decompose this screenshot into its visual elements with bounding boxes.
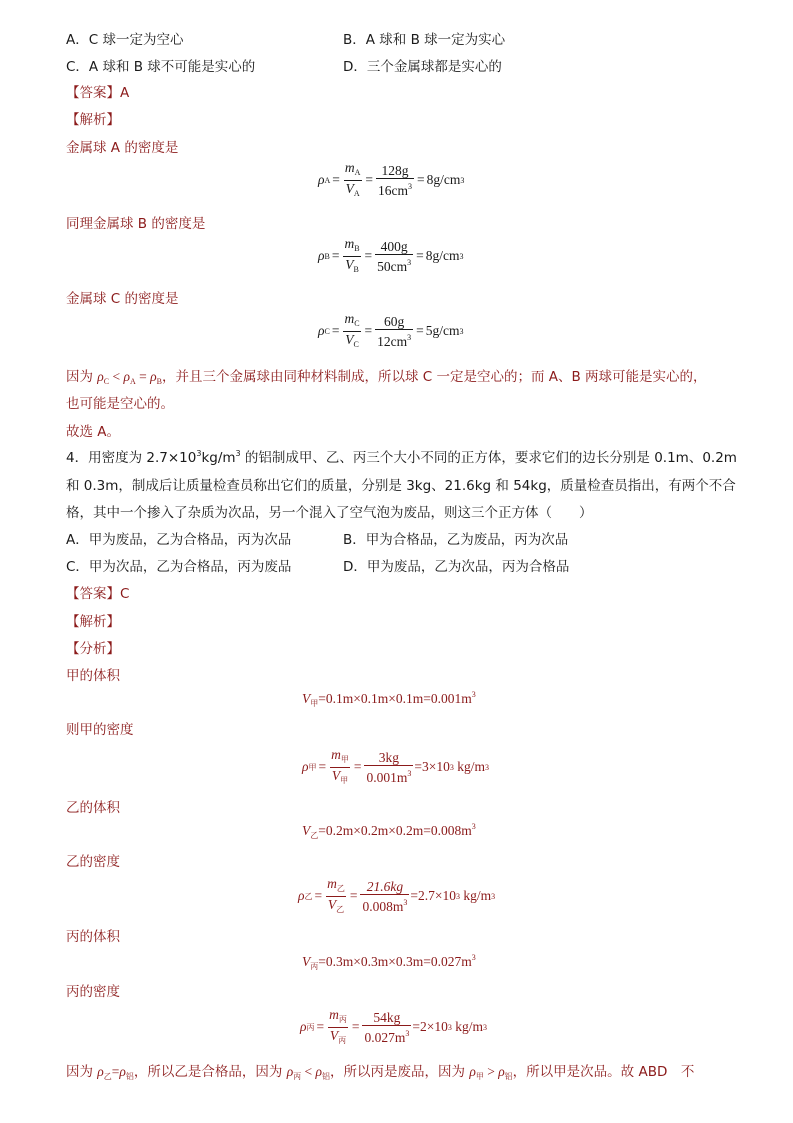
denominator: 16cm xyxy=(378,182,409,198)
subscript: 乙 xyxy=(336,904,345,914)
jia-volume-label: 甲的体积 xyxy=(66,668,120,684)
rho-symbol: ρ xyxy=(318,323,325,338)
mass-symbol: m xyxy=(344,235,355,251)
subscript: 乙 xyxy=(304,891,313,901)
subscript: C xyxy=(354,318,360,328)
q4-option-c: C．甲为次品，乙为合格品，丙为废品 xyxy=(66,559,292,575)
denominator: 0.001m xyxy=(366,769,408,785)
conclusion-part: 因为 xyxy=(66,1064,93,1080)
mass-symbol: m xyxy=(344,310,355,326)
q4-answer: 【答案】C xyxy=(66,586,130,602)
subscript: B xyxy=(353,264,359,274)
volume-symbol: V xyxy=(345,180,354,196)
yi-density-formula: ρ 乙 = $\frac{m_乙}{V_乙}$ = $\frac{21.6kg}{0.008m^3}$ =2.7×10 3 kg/m 3 xyxy=(298,879,495,913)
rho-symbol: ρ xyxy=(318,172,325,187)
yi-volume-label: 乙的体积 xyxy=(66,800,120,816)
rho-symbol: ρ xyxy=(318,248,325,263)
denominator: 50cm xyxy=(377,258,408,274)
q4-conclusion-line: 因为 $\rho_乙=\rho_铝$，所以乙是合格品，因为 $\rho_丙 < \rho_铝$，所以丙是废品，因为 $\rho_甲 > \rho_铝$，所以甲是次品。故 ABD 不 xyxy=(66,1064,695,1081)
bing-volume-formula: $V_丙=0.3m\times 0.3m\times 0.3m=0.027m^3$ xyxy=(302,953,476,971)
subscript: 甲 xyxy=(308,762,317,772)
numerator: 21.6kg xyxy=(366,878,404,894)
conclusion-part: ，所以丙是废品，因为 xyxy=(330,1064,466,1080)
q3-because-line: 因为 $\rho_C < \rho_A = \rho_B$，并且三个金属球由同种材料制成，所以球 C 一定是空心的；而 A、B 两球可能是实心的， xyxy=(66,369,707,386)
result: =2×10 xyxy=(412,1019,448,1034)
subscript: 甲 xyxy=(310,699,319,708)
conclusion-part: ，所以乙是合格品，因为 xyxy=(133,1064,283,1080)
bing-density-formula: ρ 丙 = $\frac{m_丙}{V_丙}$ = $\frac{54kg}{0.027m^3}$ =2×10 3 kg/m 3 xyxy=(300,1010,487,1044)
mass-symbol: m xyxy=(344,159,355,175)
numerator: 400g xyxy=(380,238,408,254)
subscript: 乙 xyxy=(336,883,345,893)
subscript: 铝 xyxy=(504,1072,513,1081)
q3-option-c: C．A 球和 B 球不可能是实心的 xyxy=(66,59,256,75)
subscript: 丙 xyxy=(306,1022,315,1032)
subscript: B xyxy=(354,243,360,253)
subscript: 丙 xyxy=(293,1072,302,1081)
subscript: 铝 xyxy=(322,1072,331,1081)
subscript: 乙 xyxy=(103,1072,112,1081)
q3-option-d: D．三个金属球都是实心的 xyxy=(343,59,502,75)
bing-density-label: 丙的密度 xyxy=(66,984,120,1000)
q3-answer: 【答案】A xyxy=(66,85,130,101)
volume-symbol: V xyxy=(345,256,354,272)
subscript: B xyxy=(156,377,162,386)
formula-density-a: ρ A = $\frac{m_A}{V_A}$ = $\frac{128g}{16cm^3}$ = 8g/cm 3 xyxy=(318,163,464,197)
numerator: 3kg xyxy=(378,749,400,765)
stem-part: kg/m xyxy=(201,450,236,466)
q3-c-density-label: 金属球 C 的密度是 xyxy=(66,291,179,307)
q3-analysis-label: 【解析】 xyxy=(66,112,120,128)
unit: kg/m xyxy=(463,888,492,903)
volume-expression: =0.1m×0.1m×0.1m=0.001m xyxy=(318,691,472,706)
rho-symbol: ρ xyxy=(123,369,130,384)
subscript: 乙 xyxy=(310,831,319,840)
q3-option-a: A．C 球一定为空心 xyxy=(66,32,184,48)
q3-option-b: B．A 球和 B 球一定为实心 xyxy=(343,32,506,48)
jia-volume-formula: $V_甲=0.1m\times 0.1m\times 0.1m=0.001m^3$ xyxy=(302,690,476,708)
rho-symbol: ρ xyxy=(97,369,104,384)
result: 8g/cm xyxy=(425,248,460,263)
subscript: A xyxy=(324,175,331,185)
denominator: 0.027m xyxy=(364,1029,406,1045)
formula-density-c: ρ C = $\frac{m_C}{V_C}$ = $\frac{60g}{12cm^3}$ = 5g/cm 3 xyxy=(318,314,464,348)
denominator: 0.008m xyxy=(362,898,404,914)
unit: kg/m xyxy=(457,759,485,774)
result: 5g/cm xyxy=(425,323,460,338)
subscript: C xyxy=(103,377,110,386)
subscript: 甲 xyxy=(340,775,349,785)
numerator: 60g xyxy=(384,313,405,329)
subscript: C xyxy=(353,339,359,349)
q4-analysis-label: 【解析】 xyxy=(66,614,120,630)
result: =2.7×10 xyxy=(410,888,456,903)
rho-symbol: ρ xyxy=(150,369,157,384)
subscript: 甲 xyxy=(340,754,349,764)
q4-stem-line2: 和 0.3m，制成后让质量检查员称出它们的质量，分别是 3kg、21.6kg 和 54kg，质量检查员指出，有两个不合 xyxy=(66,478,736,494)
q4-option-d: D．甲为废品，乙为次品，丙为合格品 xyxy=(343,559,570,575)
yi-density-label: 乙的密度 xyxy=(66,854,120,870)
subscript: B xyxy=(324,251,330,261)
volume-expression: =0.2m×0.2m×0.2m=0.008m xyxy=(318,823,472,838)
subscript: 铝 xyxy=(125,1072,134,1081)
subscript: 甲 xyxy=(475,1072,484,1081)
conclusion-part: ，所以甲是次品。故 ABD 不 xyxy=(512,1064,695,1080)
unit: kg/m xyxy=(455,1019,483,1034)
because-text: 因为 xyxy=(66,369,93,385)
subscript: A xyxy=(129,377,136,386)
q4-stem-line3: 格，其中一个掺入了杂质为次品，另一个混入了空气泡为废品，则这三个正方体（ ） xyxy=(66,505,593,521)
q4-stem-line1: 4．用密度为 $2.7\times 10^3kg/m^3$ 的铝制成甲、乙、丙三个大小不同的正方体，要求它们的边长分别是 0.1m、0.2m xyxy=(66,449,737,466)
stem-part: 4．用密度为 2.7×10 xyxy=(66,450,197,466)
jia-density-formula: ρ 甲 = $\frac{m_甲}{V_甲}$ = $\frac{3kg}{0.001m^3}$ =3×10 3 kg/m 3 xyxy=(302,750,489,784)
q4-option-a: A．甲为废品，乙为合格品，丙为次品 xyxy=(66,532,292,548)
q3-b-density-label: 同理金属球 B 的密度是 xyxy=(66,216,206,232)
result: 8g/cm xyxy=(426,172,461,187)
numerator: 128g xyxy=(381,162,409,178)
bing-volume-label: 丙的体积 xyxy=(66,929,120,945)
q3-because-line2: 也可能是空心的。 xyxy=(66,396,174,412)
volume-expression: =0.3m×0.3m×0.3m=0.027m xyxy=(318,954,472,969)
result: =3×10 xyxy=(414,759,450,774)
subscript: A xyxy=(354,167,361,177)
subscript: 丙 xyxy=(310,962,319,971)
subscript: 丙 xyxy=(338,1035,347,1045)
q4-option-b: B．甲为合格品，乙为废品，丙为次品 xyxy=(343,532,569,548)
q3-a-density-label: 金属球 A 的密度是 xyxy=(66,140,179,156)
jia-density-label: 则甲的密度 xyxy=(66,722,134,738)
subscript: 丙 xyxy=(338,1014,347,1024)
formula-density-b: ρ B = $\frac{m_B}{V_B}$ = $\frac{400g}{50cm^3}$ = 8g/cm 3 xyxy=(318,239,464,273)
subscript: A xyxy=(353,188,360,198)
denominator: 12cm xyxy=(377,333,408,349)
q4-fenxi-label: 【分析】 xyxy=(66,641,120,657)
numerator: 54kg xyxy=(373,1009,401,1025)
yi-volume-formula: $V_乙=0.2m\times 0.2m\times 0.2m=0.008m^3$ xyxy=(302,822,476,840)
volume-symbol: V xyxy=(345,331,354,347)
because-text-rest: ，并且三个金属球由同种材料制成，所以球 C 一定是空心的；而 A、B 两球可能是实心的， xyxy=(161,369,707,385)
stem-part: 的铝制成甲、乙、丙三个大小不同的正方体，要求它们的边长分别是 0.1m、0.2m xyxy=(240,450,737,466)
q3-choose: 故选 A。 xyxy=(66,424,121,440)
subscript: C xyxy=(324,326,330,336)
